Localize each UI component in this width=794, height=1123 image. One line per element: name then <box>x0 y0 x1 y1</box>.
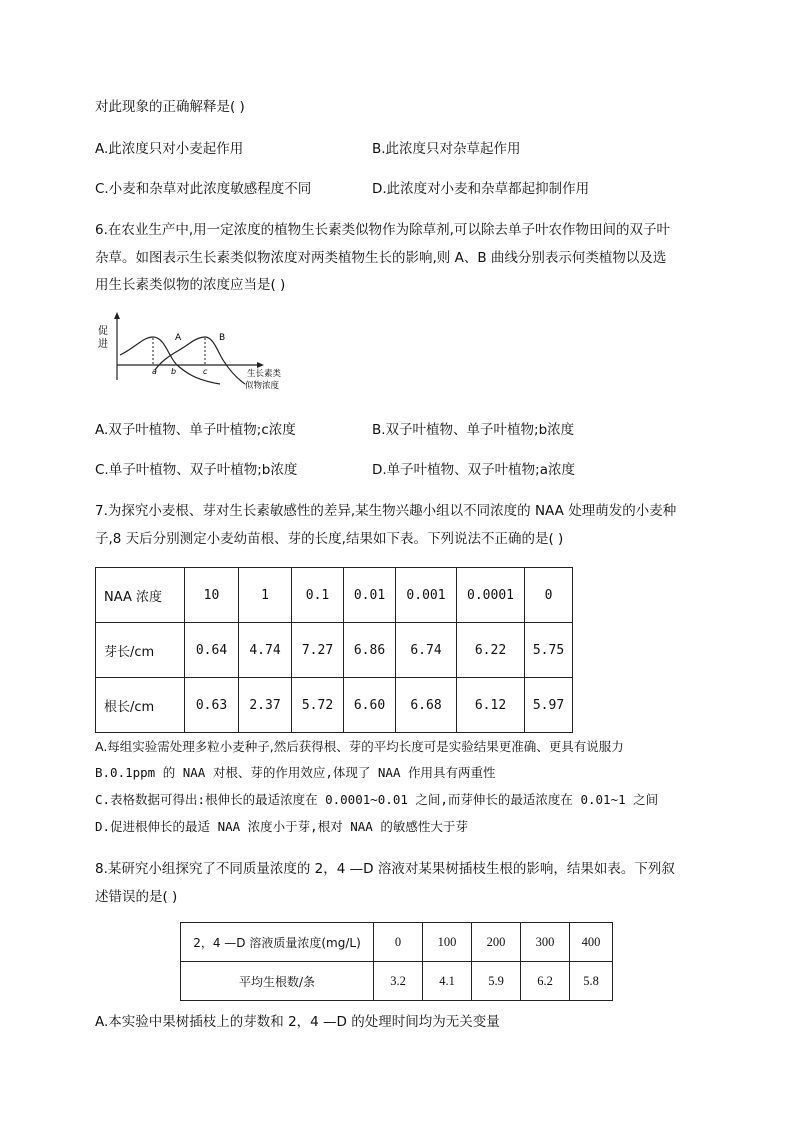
table-cell: 200 <box>472 923 521 962</box>
table-cell: 芽长/cm <box>96 623 185 678</box>
q7-stem-line-1: 7.为探究小麦根、芽对生长素敏感性的差异,某生物兴趣小组以不同浓度的 NAA 处理萌发的小麦种 <box>95 503 677 519</box>
table-cell: 5.97 <box>525 678 573 733</box>
table-cell: 平均生根数/条 <box>181 962 374 1001</box>
table-cell: 0 <box>525 568 573 623</box>
table-cell: 4.1 <box>423 962 472 1001</box>
y-label-2: 进 <box>98 339 108 350</box>
q8-stem-line-2: 述错误的是( ) <box>95 889 178 905</box>
table-cell: 6.86 <box>344 623 396 678</box>
table-cell: 6.74 <box>396 623 457 678</box>
table-row <box>181 962 613 1001</box>
table-cell: 0.001 <box>396 568 457 623</box>
table-cell: 0.01 <box>344 568 396 623</box>
q8-24d-table <box>180 922 613 1001</box>
q7-option-d: D.促进根伸长的最适 NAA 浓度小于芽,根对 NAA 的敏感性大于芽 <box>95 819 468 834</box>
q7-stem-line-2: 子,8 天后分别测定小麦幼苗根、芽的长度,结果如下表。下列说法不正确的是( ) <box>95 531 564 547</box>
q6-stem-line-2: 杂草。如图表示生长素类似物浓度对两类植物生长的影响,则 A、B 曲线分别表示何类植物以及选 <box>95 250 667 266</box>
table-cell: 0.64 <box>185 623 239 678</box>
tick-a: a <box>152 367 157 376</box>
x-label-1: 生长素类 <box>247 369 282 379</box>
q7-option-a: A.每组实验需处理多粒小麦种子,然后获得根、芽的平均长度可是实验结果更准确、更具有说服力 <box>95 739 624 754</box>
table-cell: 0.1 <box>292 568 344 623</box>
q5-option-c: C.小麦和杂草对此浓度敏感程度不同 <box>95 181 312 197</box>
table-cell: 0.0001 <box>457 568 525 623</box>
q8-stem-line-1: 8.某研究小组探究了不同质量浓度的 2，4 —D 溶液对某果树插枝生根的影响，结果如表。下列叙 <box>95 861 675 877</box>
table-cell: 7.27 <box>292 623 344 678</box>
table-cell: 4.74 <box>239 623 292 678</box>
table-cell: 10 <box>185 568 239 623</box>
table-row <box>181 923 613 962</box>
table-cell: 1 <box>239 568 292 623</box>
q6-stem-line-1: 6.在农业生产中,用一定浓度的植物生长素类似物作为除草剂,可以除去单子叶农作物田间的双子叶 <box>95 222 670 238</box>
table-cell: 0 <box>374 923 423 962</box>
q6-option-a: A.双子叶植物、单子叶植物;c浓度 <box>95 422 296 438</box>
table-row <box>96 678 573 733</box>
curve-a-label: A <box>175 333 182 343</box>
q7-option-b: B.0.1ppm 的 NAA 对根、芽的作用效应,体现了 NAA 作用具有两重性 <box>95 765 496 780</box>
table-cell: 0.63 <box>185 678 239 733</box>
table-cell: 5.9 <box>472 962 521 1001</box>
table-cell: NAA 浓度 <box>96 568 185 623</box>
q6-stem-line-3: 用生长素类似物的浓度应当是( ) <box>95 277 286 293</box>
q6-option-b: B.双子叶植物、单子叶植物;b浓度 <box>372 422 575 438</box>
q5-option-b: B.此浓度只对杂草起作用 <box>372 141 521 157</box>
table-cell: 400 <box>570 923 613 962</box>
table-cell: 300 <box>521 923 570 962</box>
y-label-1: 促 <box>98 326 108 337</box>
table-cell: 5.75 <box>525 623 573 678</box>
table-row <box>96 623 573 678</box>
table-cell: 6.60 <box>344 678 396 733</box>
q6-figure <box>95 310 310 395</box>
tick-b: b <box>171 367 177 376</box>
table-cell: 根长/cm <box>96 678 185 733</box>
q6-option-c: C.单子叶植物、双子叶植物;b浓度 <box>95 462 298 478</box>
table-cell: 3.2 <box>374 962 423 1001</box>
table-cell: 6.2 <box>521 962 570 1001</box>
table-row <box>96 568 573 623</box>
table-cell: 6.22 <box>457 623 525 678</box>
q5-stem: 对此现象的正确解释是( ) <box>95 99 245 115</box>
table-cell: 2，4 —D 溶液质量浓度(mg/L) <box>181 923 374 962</box>
q7-option-c: C.表格数据可得出:根伸长的最适浓度在 0.0001~0.01 之间,而芽伸长的最适浓度在 0.01~1 之间 <box>95 792 659 807</box>
q5-option-d: D.此浓度对小麦和杂草都起抑制作用 <box>372 181 590 197</box>
table-cell: 2.37 <box>239 678 292 733</box>
tick-c: c <box>203 367 208 376</box>
curve-b-label: B <box>219 333 226 343</box>
table-cell: 5.8 <box>570 962 613 1001</box>
table-cell: 5.72 <box>292 678 344 733</box>
table-cell: 100 <box>423 923 472 962</box>
q8-option-a: A.本实验中果树插枝上的芽数和 2，4 —D 的处理时间均为无关变量 <box>95 1014 500 1030</box>
table-cell: 6.12 <box>457 678 525 733</box>
x-label-2: 似物浓度 <box>245 381 280 391</box>
q7-naa-table <box>95 567 573 733</box>
table-cell: 6.68 <box>396 678 457 733</box>
q6-option-d: D.单子叶植物、双子叶植物;a浓度 <box>372 462 576 478</box>
q5-option-a: A.此浓度只对小麦起作用 <box>95 141 244 157</box>
